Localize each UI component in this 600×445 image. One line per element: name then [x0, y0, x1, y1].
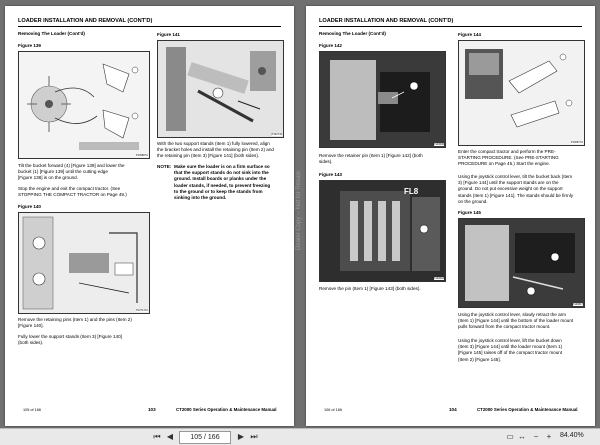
fit-width-icon[interactable]: ↔	[518, 432, 526, 441]
paragraph-enter-tractor: Enter the compact tractor and perform the PRE- STARTING PROCEDURE. (See PRE-STARTING PROCEDURE on Page 45.) Start the engine.	[458, 149, 559, 167]
figure-143-label: Figure 143	[319, 172, 342, 177]
zoom-level[interactable]: 84.40%	[560, 432, 584, 439]
figure-141-image	[157, 40, 284, 138]
zoom-out-icon[interactable]: −	[533, 432, 539, 441]
figure-140-label: Figure 140	[18, 204, 41, 209]
paragraph-remove-pin: Remove the pin (Item 1) [Figure 143] (both sides).	[319, 286, 421, 291]
section-subheader: Removing The Loader (Cont'd)	[18, 31, 85, 36]
footer-page-count: 105 of 166	[23, 408, 41, 412]
note-label: NOTE:	[157, 164, 172, 169]
header-rule	[18, 26, 281, 27]
footer-page-number: 103	[148, 407, 156, 412]
figure-140-image	[18, 212, 150, 314]
dealer-copy-watermark: Dealer Copy -- Not for Resale	[296, 170, 302, 250]
note-text: Make sure the loader is on a firm surface so that the support stands do not sink into the ground. Install boards or planks under the loader stands, if needed, to prevent freezing to the ground or to keep the stands from sinking into the ground.	[174, 164, 271, 201]
zoom-in-icon[interactable]: +	[546, 432, 552, 441]
footer-page-count: 106 of 166	[324, 408, 342, 412]
footer-page-number: 104	[449, 407, 457, 412]
document-page-left	[5, 6, 294, 426]
figure-141-id: P132743	[271, 133, 282, 136]
paragraph-tilt-back: Using the joystick control lever, tilt the bucket back (Item 3) [Figure 144] until the support stands are on the ground. Do not put excessive weight on the support stands (Item 1) [Figure 141]. The stands should be firmly on the ground.	[458, 174, 574, 204]
figure-142-label: Figure 142	[319, 43, 342, 48]
figure-144-label: Figure 144	[458, 32, 481, 37]
paragraph-tilt-bucket: Tilt the bucket forward (4) [Figure 139] and lower the bucket (1) [Figure 139] until the cutting edge [Figure 138] is on the ground.	[18, 163, 125, 181]
fit-page-icon[interactable]: ▭	[506, 432, 514, 441]
figure-145-label: Figure 145	[458, 210, 481, 215]
figure-142-image	[319, 51, 446, 148]
figure-143-image	[319, 180, 446, 282]
figure-145-image	[458, 218, 585, 308]
paragraph-retract-arm: Using the joystick control lever, slowly retract the arm (Item 1) [Figure 144] until the bottom of the loader mount pulls forward from the compact tractor mount.	[458, 312, 574, 330]
figure-142-id: P140600	[433, 143, 444, 146]
figure-144-id: P130877A	[570, 141, 583, 144]
figure-140-id: P127117A	[136, 309, 148, 312]
figure-144-image	[458, 40, 585, 146]
figure-139-id: P130807A	[135, 154, 148, 157]
next-page-icon[interactable]: ▶	[237, 432, 245, 441]
fl8-decal-text: FL8	[404, 187, 419, 196]
prev-page-icon[interactable]: ◀	[166, 432, 174, 441]
viewer-toolbar	[0, 428, 600, 445]
first-page-icon[interactable]: ⏮	[153, 432, 161, 441]
paragraph-remove-retainer: Remove the retainer pin (Item 1) [Figure 142] (both sides).	[319, 153, 423, 165]
paragraph-remove-pins: Remove the retaining pins (Item 1) and the pins (Item 2) [Figure 140].	[18, 317, 132, 329]
page-number-field[interactable]: 105 / 166	[179, 431, 231, 444]
footer-manual-title: CT2000 Series Operation & Maintenance Manual	[176, 407, 277, 412]
page-header: LOADER INSTALLATION AND REMOVAL (CONT'D)	[18, 18, 153, 24]
document-page-right	[306, 6, 595, 426]
figure-145-id: P140617	[572, 303, 583, 306]
paragraph-lift-bucket: Using the joystick control lever, lift the bucket down (Item 3) [Figure 144] until the loader mount (Item 1) [Figure 145] raises off of the compact tractor mount (Item 2) [Figure 145].	[458, 338, 563, 362]
figure-139-image	[18, 51, 150, 159]
last-page-icon[interactable]: ⏭	[250, 432, 258, 441]
figure-143-id: P140618	[433, 277, 444, 280]
paragraph-lower-stands: Fully lower the support stands (Item 3) [Figure 140] (both sides).	[18, 334, 122, 346]
header-rule	[319, 26, 582, 27]
section-subheader: Removing The Loader (Cont'd)	[319, 31, 386, 36]
footer-manual-title: CT2000 Series Operation & Maintenance Manual	[477, 407, 578, 412]
paragraph-support-stands: With the two support stands (Item 1) fully lowered, align the bracket holes and install the retaining pin (Item 2) and the retaining pin (Item 3) [Figure 141] (both sides).	[157, 141, 274, 159]
page-header: LOADER INSTALLATION AND REMOVAL (CONT'D)	[319, 18, 454, 24]
figure-139-label: Figure 139	[18, 43, 41, 48]
figure-141-label: Figure 141	[157, 32, 180, 37]
paragraph-stop-engine: Stop the engine and exit the compact tractor. (See STOPPING THE COMPACT TRACTOR on Page 49.)	[18, 186, 127, 198]
